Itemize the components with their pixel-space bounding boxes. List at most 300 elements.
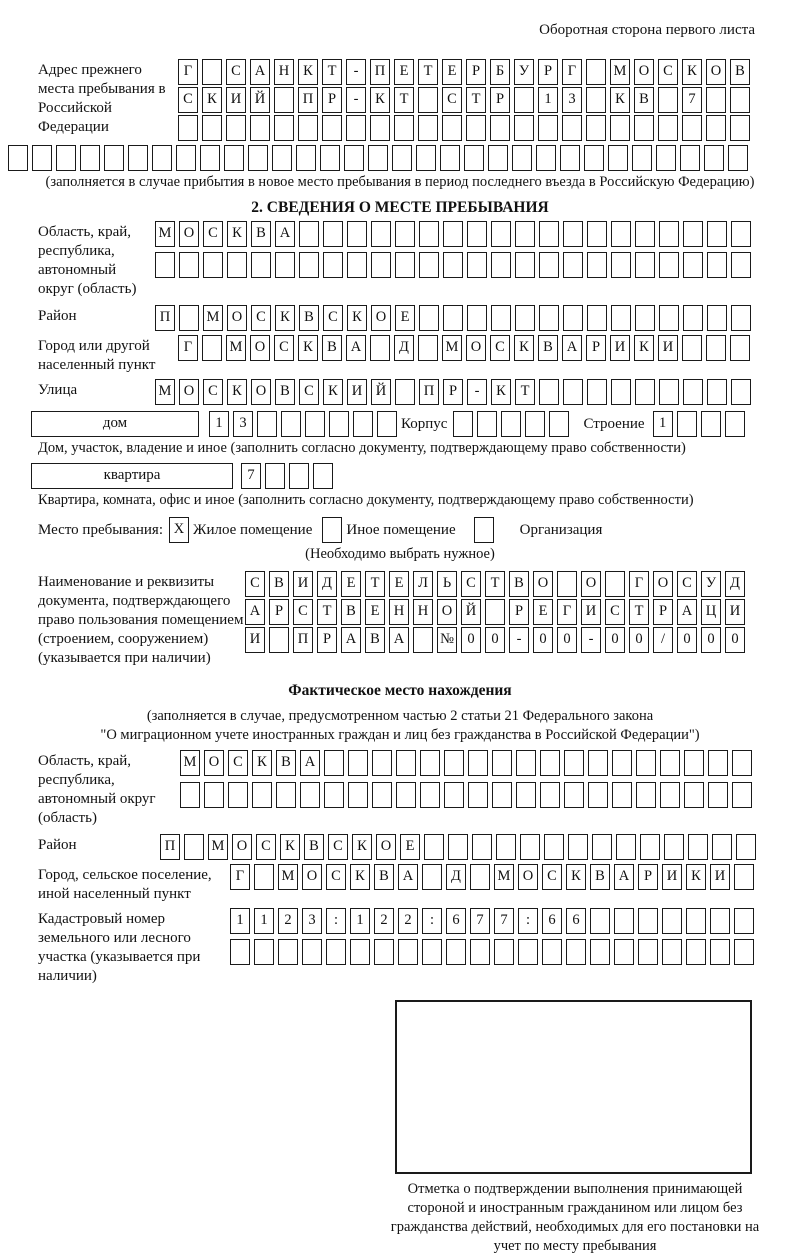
char-cell[interactable]: : [422,908,442,934]
char-cell[interactable]: 1 [538,87,558,113]
char-cell[interactable]: К [350,864,370,890]
char-cell[interactable]: К [202,87,222,113]
char-cell[interactable] [420,782,440,808]
char-cell[interactable] [731,305,751,331]
char-cell[interactable] [659,379,679,405]
char-cell[interactable]: Г [629,571,649,597]
char-cell[interactable]: Е [389,571,409,597]
char-cell[interactable]: М [494,864,514,890]
char-cell[interactable]: 6 [446,908,466,934]
char-cell[interactable] [155,252,175,278]
char-cell[interactable]: 1 [350,908,370,934]
char-cell[interactable] [590,908,610,934]
char-cell[interactable] [272,145,292,171]
char-cell[interactable] [542,939,562,965]
char-cell[interactable]: В [299,305,319,331]
char-cell[interactable] [706,335,726,361]
char-cell[interactable] [683,252,703,278]
char-cell[interactable] [275,252,295,278]
char-cell[interactable]: 0 [701,627,721,653]
char-cell[interactable] [611,221,631,247]
char-cell[interactable] [278,939,298,965]
char-cell[interactable]: 3 [562,87,582,113]
char-cell[interactable] [492,782,512,808]
char-cell[interactable]: Т [485,571,505,597]
char-cell[interactable] [418,335,438,361]
char-cell[interactable] [686,939,706,965]
char-cell[interactable] [468,750,488,776]
char-cell[interactable] [8,145,28,171]
char-cell[interactable] [560,145,580,171]
char-cell[interactable] [539,221,559,247]
char-cell[interactable] [611,252,631,278]
char-cell[interactable]: - [346,59,366,85]
char-cell[interactable] [539,252,559,278]
char-cell[interactable] [677,411,697,437]
char-cell[interactable]: 6 [542,908,562,934]
char-cell[interactable] [710,908,730,934]
char-cell[interactable] [176,145,196,171]
char-cell[interactable]: В [275,379,295,405]
char-cell[interactable] [416,145,436,171]
char-cell[interactable] [228,782,248,808]
char-cell[interactable]: Т [629,599,649,625]
char-cell[interactable] [178,115,198,141]
char-cell[interactable] [446,939,466,965]
char-cell[interactable]: О [533,571,553,597]
char-cell[interactable]: И [226,87,246,113]
char-cell[interactable] [518,939,538,965]
char-cell[interactable] [418,87,438,113]
char-cell[interactable] [347,221,367,247]
char-cell[interactable] [300,782,320,808]
char-cell[interactable] [682,115,702,141]
char-cell[interactable]: О [179,221,199,247]
actual-district-row[interactable] [160,834,760,860]
char-cell[interactable]: - [581,627,601,653]
char-cell[interactable] [539,305,559,331]
char-cell[interactable]: В [538,335,558,361]
char-cell[interactable]: В [322,335,342,361]
char-cell[interactable]: О [227,305,247,331]
char-cell[interactable] [204,782,224,808]
char-cell[interactable] [611,305,631,331]
char-cell[interactable] [612,750,632,776]
char-cell[interactable] [346,115,366,141]
char-cell[interactable]: Т [466,87,486,113]
char-cell[interactable]: К [352,834,372,860]
char-cell[interactable]: В [341,599,361,625]
char-cell[interactable]: № [437,627,457,653]
char-cell[interactable] [683,221,703,247]
stay-type-checkbox-organization[interactable] [474,517,498,543]
char-cell[interactable] [562,115,582,141]
prev-address-row-4[interactable] [8,145,800,171]
char-cell[interactable]: В [374,864,394,890]
char-cell[interactable] [710,939,730,965]
char-cell[interactable]: К [610,87,630,113]
document-row-3[interactable] [245,627,749,653]
char-cell[interactable]: Е [395,305,415,331]
char-cell[interactable]: Г [562,59,582,85]
char-cell[interactable]: О [653,571,673,597]
char-cell[interactable]: К [370,87,390,113]
char-cell[interactable] [443,305,463,331]
char-cell[interactable]: П [298,87,318,113]
char-cell[interactable] [419,252,439,278]
char-cell[interactable]: 7 [682,87,702,113]
char-cell[interactable] [683,305,703,331]
char-cell[interactable] [731,252,751,278]
char-cell[interactable] [588,782,608,808]
char-cell[interactable]: И [347,379,367,405]
char-cell[interactable]: Г [178,335,198,361]
char-cell[interactable]: А [275,221,295,247]
char-cell[interactable] [635,305,655,331]
char-cell[interactable] [329,411,349,437]
char-cell[interactable]: Т [322,59,342,85]
char-cell[interactable]: О [232,834,252,860]
char-cell[interactable] [374,939,394,965]
char-cell[interactable] [514,115,534,141]
char-cell[interactable]: Н [274,59,294,85]
char-cell[interactable]: С [542,864,562,890]
char-cell[interactable] [372,750,392,776]
char-cell[interactable] [706,115,726,141]
char-cell[interactable] [614,939,634,965]
char-cell[interactable] [610,115,630,141]
char-cell[interactable] [725,411,745,437]
char-cell[interactable] [269,627,289,653]
char-cell[interactable]: 2 [398,908,418,934]
char-cell[interactable]: К [252,750,272,776]
char-cell[interactable]: 7 [494,908,514,934]
char-cell[interactable]: : [518,908,538,934]
char-cell[interactable]: С [274,335,294,361]
char-cell[interactable] [516,782,536,808]
char-cell[interactable] [730,87,750,113]
char-cell[interactable]: Р [269,599,289,625]
char-cell[interactable]: С [245,571,265,597]
prev-address-row-1[interactable] [178,59,754,85]
char-cell[interactable]: - [467,379,487,405]
char-cell[interactable]: М [226,335,246,361]
stay-type-checkbox-other-premises[interactable] [322,517,346,543]
char-cell[interactable] [640,834,660,860]
actual-region-row-1[interactable] [180,750,756,776]
char-cell[interactable] [322,517,342,543]
char-cell[interactable] [496,834,516,860]
char-cell[interactable] [320,145,340,171]
region-row-2[interactable] [155,252,755,278]
char-cell[interactable] [608,145,628,171]
char-cell[interactable]: У [701,571,721,597]
char-cell[interactable] [440,145,460,171]
char-cell[interactable] [734,864,754,890]
char-cell[interactable]: О [179,379,199,405]
char-cell[interactable] [180,782,200,808]
char-cell[interactable] [313,463,333,489]
char-cell[interactable] [467,252,487,278]
char-cell[interactable] [590,939,610,965]
char-cell[interactable] [128,145,148,171]
char-cell[interactable]: X [169,517,189,543]
char-cell[interactable] [202,335,222,361]
char-cell[interactable]: К [275,305,295,331]
char-cell[interactable]: Е [394,59,414,85]
char-cell[interactable]: Д [725,571,745,597]
char-cell[interactable]: В [276,750,296,776]
char-cell[interactable] [470,864,490,890]
char-cell[interactable]: Т [515,379,535,405]
char-cell[interactable] [200,145,220,171]
char-cell[interactable] [656,145,676,171]
char-cell[interactable]: И [581,599,601,625]
cadastral-row-1[interactable] [230,908,758,934]
char-cell[interactable] [525,411,545,437]
char-cell[interactable]: 3 [302,908,322,934]
char-cell[interactable] [634,115,654,141]
char-cell[interactable]: М [180,750,200,776]
char-cell[interactable] [568,834,588,860]
char-cell[interactable] [372,782,392,808]
char-cell[interactable]: Д [446,864,466,890]
char-cell[interactable]: О [581,571,601,597]
char-cell[interactable]: А [614,864,634,890]
char-cell[interactable]: С [442,87,462,113]
char-cell[interactable] [392,145,412,171]
char-cell[interactable]: О [204,750,224,776]
char-cell[interactable] [251,252,271,278]
char-cell[interactable]: О [437,599,457,625]
char-cell[interactable]: Р [466,59,486,85]
char-cell[interactable] [281,411,301,437]
char-cell[interactable] [660,782,680,808]
char-cell[interactable]: Л [413,571,433,597]
char-cell[interactable] [605,571,625,597]
street-row[interactable] [155,379,755,405]
char-cell[interactable] [707,221,727,247]
char-cell[interactable]: К [634,335,654,361]
char-cell[interactable] [419,221,439,247]
char-cell[interactable]: Е [341,571,361,597]
char-cell[interactable] [632,145,652,171]
char-cell[interactable]: Р [322,87,342,113]
char-cell[interactable]: А [341,627,361,653]
char-cell[interactable] [202,59,222,85]
char-cell[interactable]: А [677,599,697,625]
char-cell[interactable] [443,221,463,247]
char-cell[interactable]: Р [443,379,463,405]
char-cell[interactable]: Г [230,864,250,890]
char-cell[interactable] [515,305,535,331]
char-cell[interactable]: П [155,305,175,331]
char-cell[interactable] [701,411,721,437]
char-cell[interactable] [515,221,535,247]
char-cell[interactable]: О [251,379,271,405]
char-cell[interactable]: С [328,834,348,860]
char-cell[interactable]: И [658,335,678,361]
char-cell[interactable]: И [245,627,265,653]
char-cell[interactable]: С [256,834,276,860]
char-cell[interactable]: В [590,864,610,890]
char-cell[interactable]: Е [365,599,385,625]
char-cell[interactable] [490,115,510,141]
char-cell[interactable]: С [293,599,313,625]
char-cell[interactable]: 0 [605,627,625,653]
char-cell[interactable]: О [706,59,726,85]
char-cell[interactable]: С [251,305,271,331]
char-cell[interactable] [736,834,756,860]
char-cell[interactable] [636,782,656,808]
char-cell[interactable]: В [251,221,271,247]
char-cell[interactable] [611,379,631,405]
char-cell[interactable]: Р [490,87,510,113]
char-cell[interactable] [305,411,325,437]
char-cell[interactable] [56,145,76,171]
char-cell[interactable]: М [442,335,462,361]
char-cell[interactable]: Р [509,599,529,625]
char-cell[interactable] [491,305,511,331]
char-cell[interactable]: А [346,335,366,361]
char-cell[interactable]: С [677,571,697,597]
char-cell[interactable]: А [245,599,265,625]
char-cell[interactable] [394,115,414,141]
char-cell[interactable] [466,115,486,141]
char-cell[interactable] [226,115,246,141]
char-cell[interactable]: 0 [629,627,649,653]
char-cell[interactable]: М [155,379,175,405]
char-cell[interactable]: / [653,627,673,653]
char-cell[interactable] [728,145,748,171]
char-cell[interactable] [348,750,368,776]
char-cell[interactable]: - [509,627,529,653]
region-row-1[interactable] [155,221,755,247]
char-cell[interactable]: С [658,59,678,85]
char-cell[interactable] [254,939,274,965]
char-cell[interactable]: О [518,864,538,890]
char-cell[interactable]: М [203,305,223,331]
char-cell[interactable] [370,115,390,141]
char-cell[interactable] [564,782,584,808]
char-cell[interactable]: Т [317,599,337,625]
char-cell[interactable] [348,782,368,808]
char-cell[interactable] [477,411,497,437]
char-cell[interactable] [563,379,583,405]
char-cell[interactable] [227,252,247,278]
char-cell[interactable]: И [710,864,730,890]
char-cell[interactable] [326,939,346,965]
char-cell[interactable] [299,221,319,247]
char-cell[interactable] [514,87,534,113]
char-cell[interactable]: Т [394,87,414,113]
char-cell[interactable] [635,221,655,247]
char-cell[interactable] [80,145,100,171]
char-cell[interactable]: Г [178,59,198,85]
char-cell[interactable] [488,145,508,171]
char-cell[interactable]: 3 [233,411,253,437]
char-cell[interactable]: Е [442,59,462,85]
char-cell[interactable]: М [155,221,175,247]
char-cell[interactable] [616,834,636,860]
char-cell[interactable]: М [610,59,630,85]
char-cell[interactable] [586,115,606,141]
char-cell[interactable] [252,782,272,808]
char-cell[interactable] [734,908,754,934]
char-cell[interactable]: С [326,864,346,890]
char-cell[interactable] [324,782,344,808]
char-cell[interactable] [464,145,484,171]
char-cell[interactable]: : [326,908,346,934]
char-cell[interactable]: В [304,834,324,860]
char-cell[interactable]: Р [638,864,658,890]
char-cell[interactable]: К [280,834,300,860]
char-cell[interactable] [250,115,270,141]
char-cell[interactable]: П [419,379,439,405]
char-cell[interactable] [586,59,606,85]
char-cell[interactable]: 0 [557,627,577,653]
char-cell[interactable] [706,87,726,113]
document-row-2[interactable] [245,599,749,625]
char-cell[interactable]: И [662,864,682,890]
char-cell[interactable] [512,145,532,171]
char-cell[interactable] [248,145,268,171]
char-cell[interactable] [688,834,708,860]
char-cell[interactable] [474,517,494,543]
char-cell[interactable] [659,252,679,278]
char-cell[interactable]: Н [389,599,409,625]
char-cell[interactable] [492,750,512,776]
district-row[interactable] [155,305,755,331]
char-cell[interactable] [265,463,285,489]
char-cell[interactable]: - [346,87,366,113]
char-cell[interactable]: 6 [566,908,586,934]
char-cell[interactable] [658,115,678,141]
char-cell[interactable] [636,750,656,776]
char-cell[interactable] [587,252,607,278]
char-cell[interactable] [732,782,752,808]
char-cell[interactable] [296,145,316,171]
char-cell[interactable]: С [605,599,625,625]
char-cell[interactable] [395,221,415,247]
char-cell[interactable]: Г [557,599,577,625]
char-cell[interactable] [203,252,223,278]
char-cell[interactable]: 0 [461,627,481,653]
char-cell[interactable]: М [278,864,298,890]
char-cell[interactable] [586,87,606,113]
char-cell[interactable] [274,87,294,113]
char-cell[interactable] [276,782,296,808]
char-cell[interactable]: И [293,571,313,597]
char-cell[interactable] [344,145,364,171]
char-cell[interactable]: Е [533,599,553,625]
char-cell[interactable]: О [371,305,391,331]
char-cell[interactable] [298,115,318,141]
char-cell[interactable]: Р [538,59,558,85]
char-cell[interactable]: А [398,864,418,890]
char-cell[interactable]: К [491,379,511,405]
char-cell[interactable]: К [298,335,318,361]
char-cell[interactable]: В [509,571,529,597]
char-cell[interactable]: Р [586,335,606,361]
actual-city-row[interactable] [230,864,758,890]
char-cell[interactable] [467,221,487,247]
char-cell[interactable]: О [634,59,654,85]
char-cell[interactable] [422,864,442,890]
char-cell[interactable] [485,599,505,625]
char-cell[interactable] [322,115,342,141]
char-cell[interactable]: 7 [470,908,490,934]
